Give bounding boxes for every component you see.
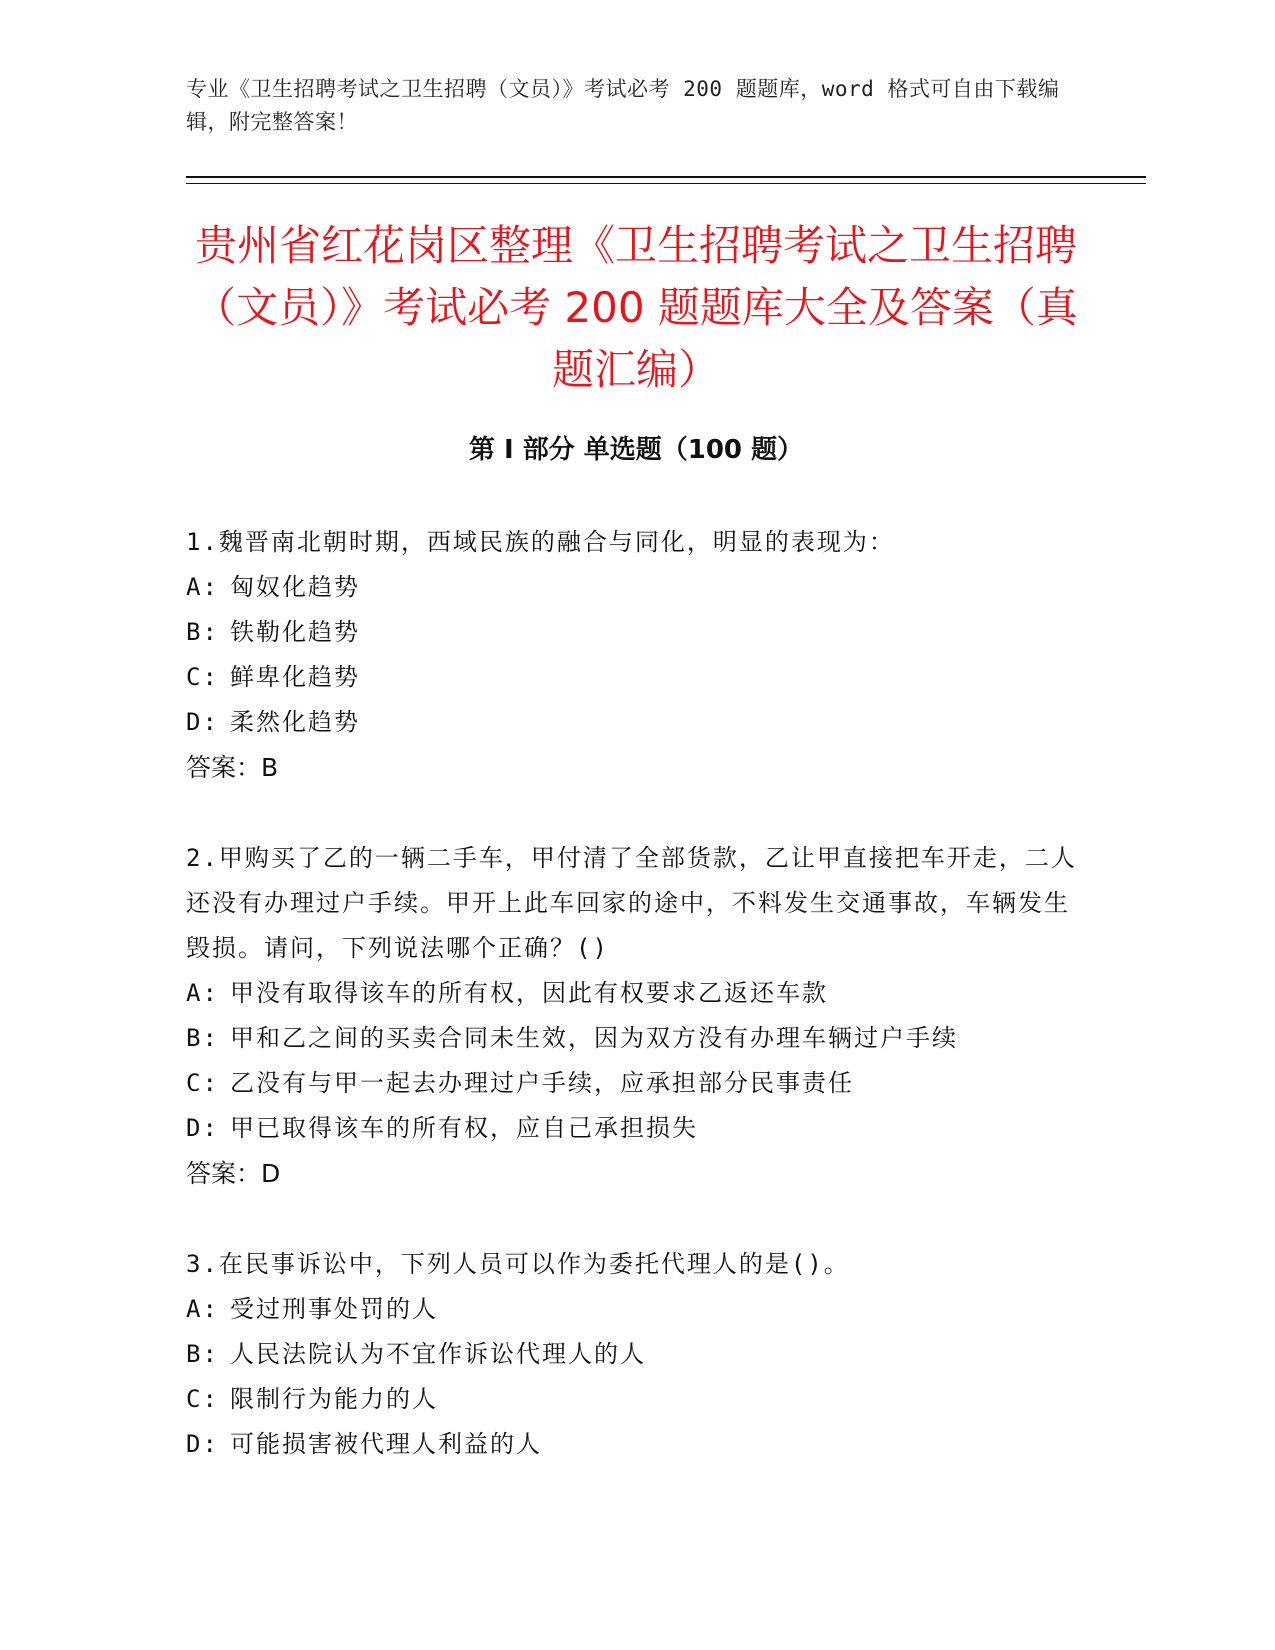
option-letter: A: bbox=[186, 979, 219, 1007]
option-text: 限制行为能力的人 bbox=[230, 1385, 438, 1413]
option-b bbox=[186, 610, 1086, 655]
question-3 bbox=[186, 1242, 1086, 1467]
option-text: 柔然化趋势 bbox=[230, 708, 360, 736]
option-letter: D: bbox=[186, 1430, 219, 1458]
option-text: 甲已取得该车的所有权，应自己承担损失 bbox=[230, 1114, 698, 1142]
question-text: 2.甲购买了乙的一辆二手车，甲付清了全部货款，乙让甲直接把车开走，二人还没有办理过户手续。甲开上此车回家的途中，不料发生交通事故，车辆发生毁损。请问，下列说法哪个正确？() bbox=[186, 844, 1077, 962]
section-title: 第 I 部分 单选题（100 题） bbox=[468, 435, 804, 465]
option-text: 铁勒化趋势 bbox=[230, 618, 360, 646]
option-letter: A: bbox=[186, 573, 219, 601]
question-list bbox=[186, 520, 1086, 1513]
option-c bbox=[186, 1377, 1086, 1422]
option-text: 甲没有取得该车的所有权，因此有权要求乙返还车款 bbox=[230, 979, 828, 1007]
answer-line: 答案：D bbox=[186, 1159, 281, 1188]
option-a bbox=[186, 971, 1086, 1016]
option-c bbox=[186, 1061, 1086, 1106]
option-letter: D: bbox=[186, 708, 219, 736]
question-text: 1.魏晋南北朝时期，西域民族的融合与同化，明显的表现为： bbox=[186, 528, 895, 556]
option-text: 鲜卑化趋势 bbox=[230, 663, 360, 691]
option-letter: C: bbox=[186, 1069, 219, 1097]
option-text: 受过刑事处罚的人 bbox=[230, 1295, 438, 1323]
option-text: 乙没有与甲一起去办理过户手续，应承担部分民事责任 bbox=[230, 1069, 854, 1097]
option-d bbox=[186, 1106, 1086, 1151]
option-letter: B: bbox=[186, 1340, 219, 1368]
question-1 bbox=[186, 520, 1086, 790]
question-text: 3.在民事诉讼中，下列人员可以作为委托代理人的是()。 bbox=[186, 1250, 850, 1278]
option-letter: B: bbox=[186, 1024, 219, 1052]
option-letter: B: bbox=[186, 618, 219, 646]
option-text: 可能损害被代理人利益的人 bbox=[230, 1430, 542, 1458]
document-title: 贵州省红花岗区整理《卫生招聘考试之卫生招聘（文员）》考试必考 200 题题库大全及答案（真题汇编） bbox=[194, 221, 1078, 394]
option-d bbox=[186, 1422, 1086, 1467]
option-c bbox=[186, 655, 1086, 700]
option-b bbox=[186, 1332, 1086, 1377]
option-a bbox=[186, 1287, 1086, 1332]
option-a bbox=[186, 565, 1086, 610]
option-text: 甲和乙之间的买卖合同未生效，因为双方没有办理车辆过户手续 bbox=[230, 1024, 958, 1052]
header-divider-thin bbox=[186, 183, 1146, 184]
question-2 bbox=[186, 836, 1086, 1196]
header-divider-thick bbox=[186, 176, 1146, 178]
option-text: 人民法院认为不宜作诉讼代理人的人 bbox=[230, 1340, 646, 1368]
option-letter: C: bbox=[186, 663, 219, 691]
option-text: 匈奴化趋势 bbox=[230, 573, 360, 601]
option-letter: A: bbox=[186, 1295, 219, 1323]
option-letter: C: bbox=[186, 1385, 219, 1413]
header-note: 专业《卫生招聘考试之卫生招聘（文员）》考试必考 200 题题库，word 格式可自由下载编辑，附完整答案！ bbox=[186, 77, 1060, 134]
option-b bbox=[186, 1016, 1086, 1061]
option-d bbox=[186, 700, 1086, 745]
answer-line: 答案：B bbox=[186, 753, 279, 782]
option-letter: D: bbox=[186, 1114, 219, 1142]
